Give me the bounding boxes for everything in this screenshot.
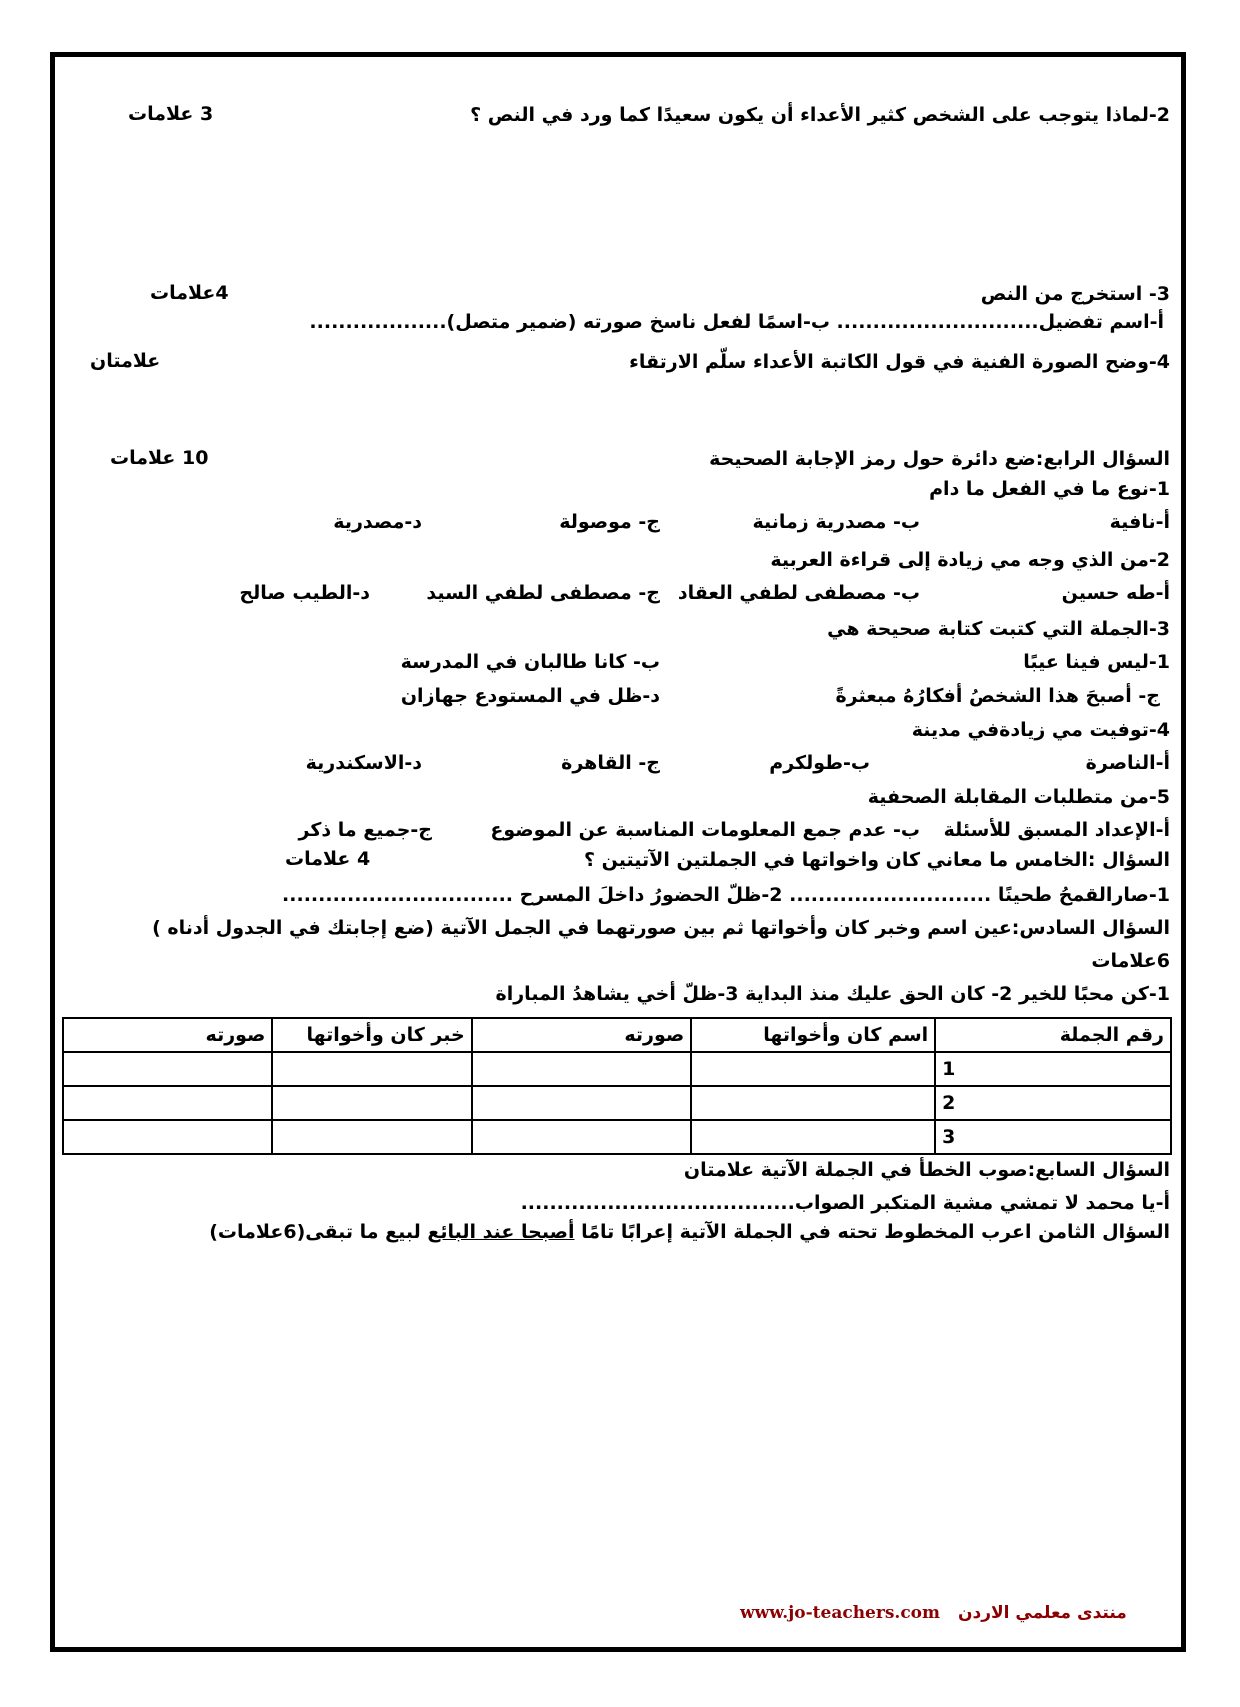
mcq-1-question: 1-نوع ما في الفعل ما دام (929, 478, 1170, 500)
question-4: 4-وضح الصورة الفنية في قول الكاتبة الأعداء سلّم الارتقاء (629, 351, 1170, 373)
row-number-cell: 1 (935, 1052, 1171, 1086)
question-3-answer-line: أ-اسم تفضيل............................ ب-اسمًا لفعل ناسخ صورته (ضمير متصل)................... (309, 311, 1164, 333)
mcq-4-option-a[interactable]: أ-الناصرة (1085, 752, 1170, 774)
section-7-title: السؤال السابع:صوب الخطأ في الجملة الآتية علامتان (683, 1159, 1170, 1181)
mcq-3-option-c[interactable]: ج- أصبحَ هذا الشخصُ أفكارُهُ مبعثرةً (835, 685, 1160, 707)
mcq-3-option-a[interactable]: 1-ليس فينا عيبًا (1023, 651, 1170, 673)
answer-cell[interactable] (691, 1120, 935, 1154)
answer-cell[interactable] (63, 1052, 272, 1086)
answer-cell[interactable] (63, 1086, 272, 1120)
mcq-3-option-b[interactable]: ب- كانا طالبان في المدرسة (400, 651, 660, 673)
table-header-cell: خبر كان وأخواتها (272, 1018, 471, 1052)
mcq-3-question: 3-الجملة التي كتبت كتابة صحيحة هي (827, 618, 1170, 640)
section-4-title: السؤال الرابع:ضع دائرة حول رمز الإجابة الصحيحة (709, 448, 1170, 470)
row-number-cell: 3 (935, 1120, 1171, 1154)
footer-url[interactable]: www.jo-teachers.com (740, 1603, 940, 1623)
answer-cell[interactable] (272, 1052, 471, 1086)
section-7-answer-line: أ-يا محمد لا تمشي مشية المتكبر الصواب...................................... (520, 1192, 1170, 1214)
answer-cell[interactable] (272, 1086, 471, 1120)
mcq-2-option-b[interactable]: ب- مصطفى لطفي العقاد (677, 582, 920, 604)
question-3: 3- استخرج من النص (980, 283, 1170, 305)
mcq-4-question: 4-توفيت مي زيادةفي مدينة (911, 719, 1170, 741)
section-5-title: السؤال :الخامس ما معاني كان واخواتها في الجملتين الآتيتين ؟ (584, 849, 1170, 871)
underlined-phrase: أصبحا عند البائع (427, 1221, 575, 1243)
mcq-4-option-d[interactable]: د-الاسكندرية (305, 752, 422, 774)
section-8-question (209, 1220, 1170, 1244)
table-header-cell: صورته (63, 1018, 272, 1052)
answer-table (62, 1017, 1172, 1155)
question-3-mark: 4علامات (150, 282, 229, 304)
mcq-2-question: 2-من الذي وجه مي زيادة إلى قراءة العربية (770, 549, 1170, 571)
footer (740, 1603, 1127, 1623)
section-8-mark: لبيع ما تبقى(6علامات) (209, 1221, 428, 1243)
mcq-5-option-b[interactable]: ب- عدم جمع المعلومات المناسبة عن الموضوع (490, 819, 920, 841)
section-5-mark: 4 علامات (285, 848, 371, 870)
mcq-1-option-a[interactable]: أ-نافية (1109, 511, 1170, 533)
answer-cell[interactable] (691, 1086, 935, 1120)
mcq-5-option-a[interactable]: أ-الإعداد المسبق للأسئلة (943, 819, 1170, 841)
table-header-cell: صورته (472, 1018, 692, 1052)
mcq-5-question: 5-من متطلبات المقابلة الصحفية (867, 786, 1170, 808)
answer-cell[interactable] (272, 1120, 471, 1154)
row-number-cell: 2 (935, 1086, 1171, 1120)
section-4-mark: 10 علامات (110, 447, 209, 469)
section-5-answer-line: 1-صارالقمحُ طحينًا ............................ 2-ظلّ الحضورُ داخلَ المسرح ................................ (282, 884, 1170, 906)
mcq-5-option-c[interactable]: ج-جميع ما ذكر (298, 819, 432, 841)
footer-forum-name: منتدى معلمي الاردن (958, 1603, 1127, 1623)
answer-cell[interactable] (472, 1086, 692, 1120)
section-6-mark: 6علامات (1091, 950, 1170, 972)
answer-cell[interactable] (472, 1120, 692, 1154)
mcq-2-option-a[interactable]: أ-طه حسين (1061, 582, 1170, 604)
answer-cell[interactable] (472, 1052, 692, 1086)
answer-cell[interactable] (691, 1052, 935, 1086)
mcq-1-option-c[interactable]: ج- موصولة (559, 511, 660, 533)
mcq-4-option-c[interactable]: ج- القاهرة (561, 752, 660, 774)
mcq-3-option-d[interactable]: د-ظل في المستودع جهازان (400, 685, 660, 707)
mcq-4-option-b[interactable]: ب-طولكرم (769, 752, 870, 774)
section-6-sentences: 1-كن محبًا للخير 2- كان الحق عليك منذ البداية 3-ظلّ أخي يشاهدُ المباراة (495, 983, 1170, 1005)
table-header-cell: اسم كان وأخواتها (691, 1018, 935, 1052)
answer-cell[interactable] (63, 1120, 272, 1154)
table-header-row (63, 1018, 1171, 1052)
question-4-mark: علامتان (90, 350, 161, 372)
table-row (63, 1052, 1171, 1086)
mcq-1-option-b[interactable]: ب- مصدرية زمانية (752, 511, 920, 533)
table-row (63, 1086, 1171, 1120)
section-8-text: السؤال الثامن اعرب المخطوط تحته في الجملة الآتية إعرابًا تامًا (574, 1221, 1170, 1243)
table-header-cell: رقم الجملة (935, 1018, 1171, 1052)
question-2: 2-لماذا يتوجب على الشخص كثير الأعداء أن يكون سعيدًا كما ورد في النص ؟ (470, 104, 1170, 126)
mcq-2-option-d[interactable]: د-الطيب صالح (239, 582, 370, 604)
question-2-mark: 3 علامات (128, 103, 214, 125)
mcq-1-option-d[interactable]: د-مصدرية (333, 511, 422, 533)
table-row (63, 1120, 1171, 1154)
section-6-title: السؤال السادس:عين اسم وخبر كان وأخواتها ثم بين صورتهما في الجمل الآتية (ضع إجابتك في الجدول أدناه ) (152, 917, 1170, 939)
mcq-2-option-c[interactable]: ج- مصطفى لطفي السيد (426, 582, 660, 604)
